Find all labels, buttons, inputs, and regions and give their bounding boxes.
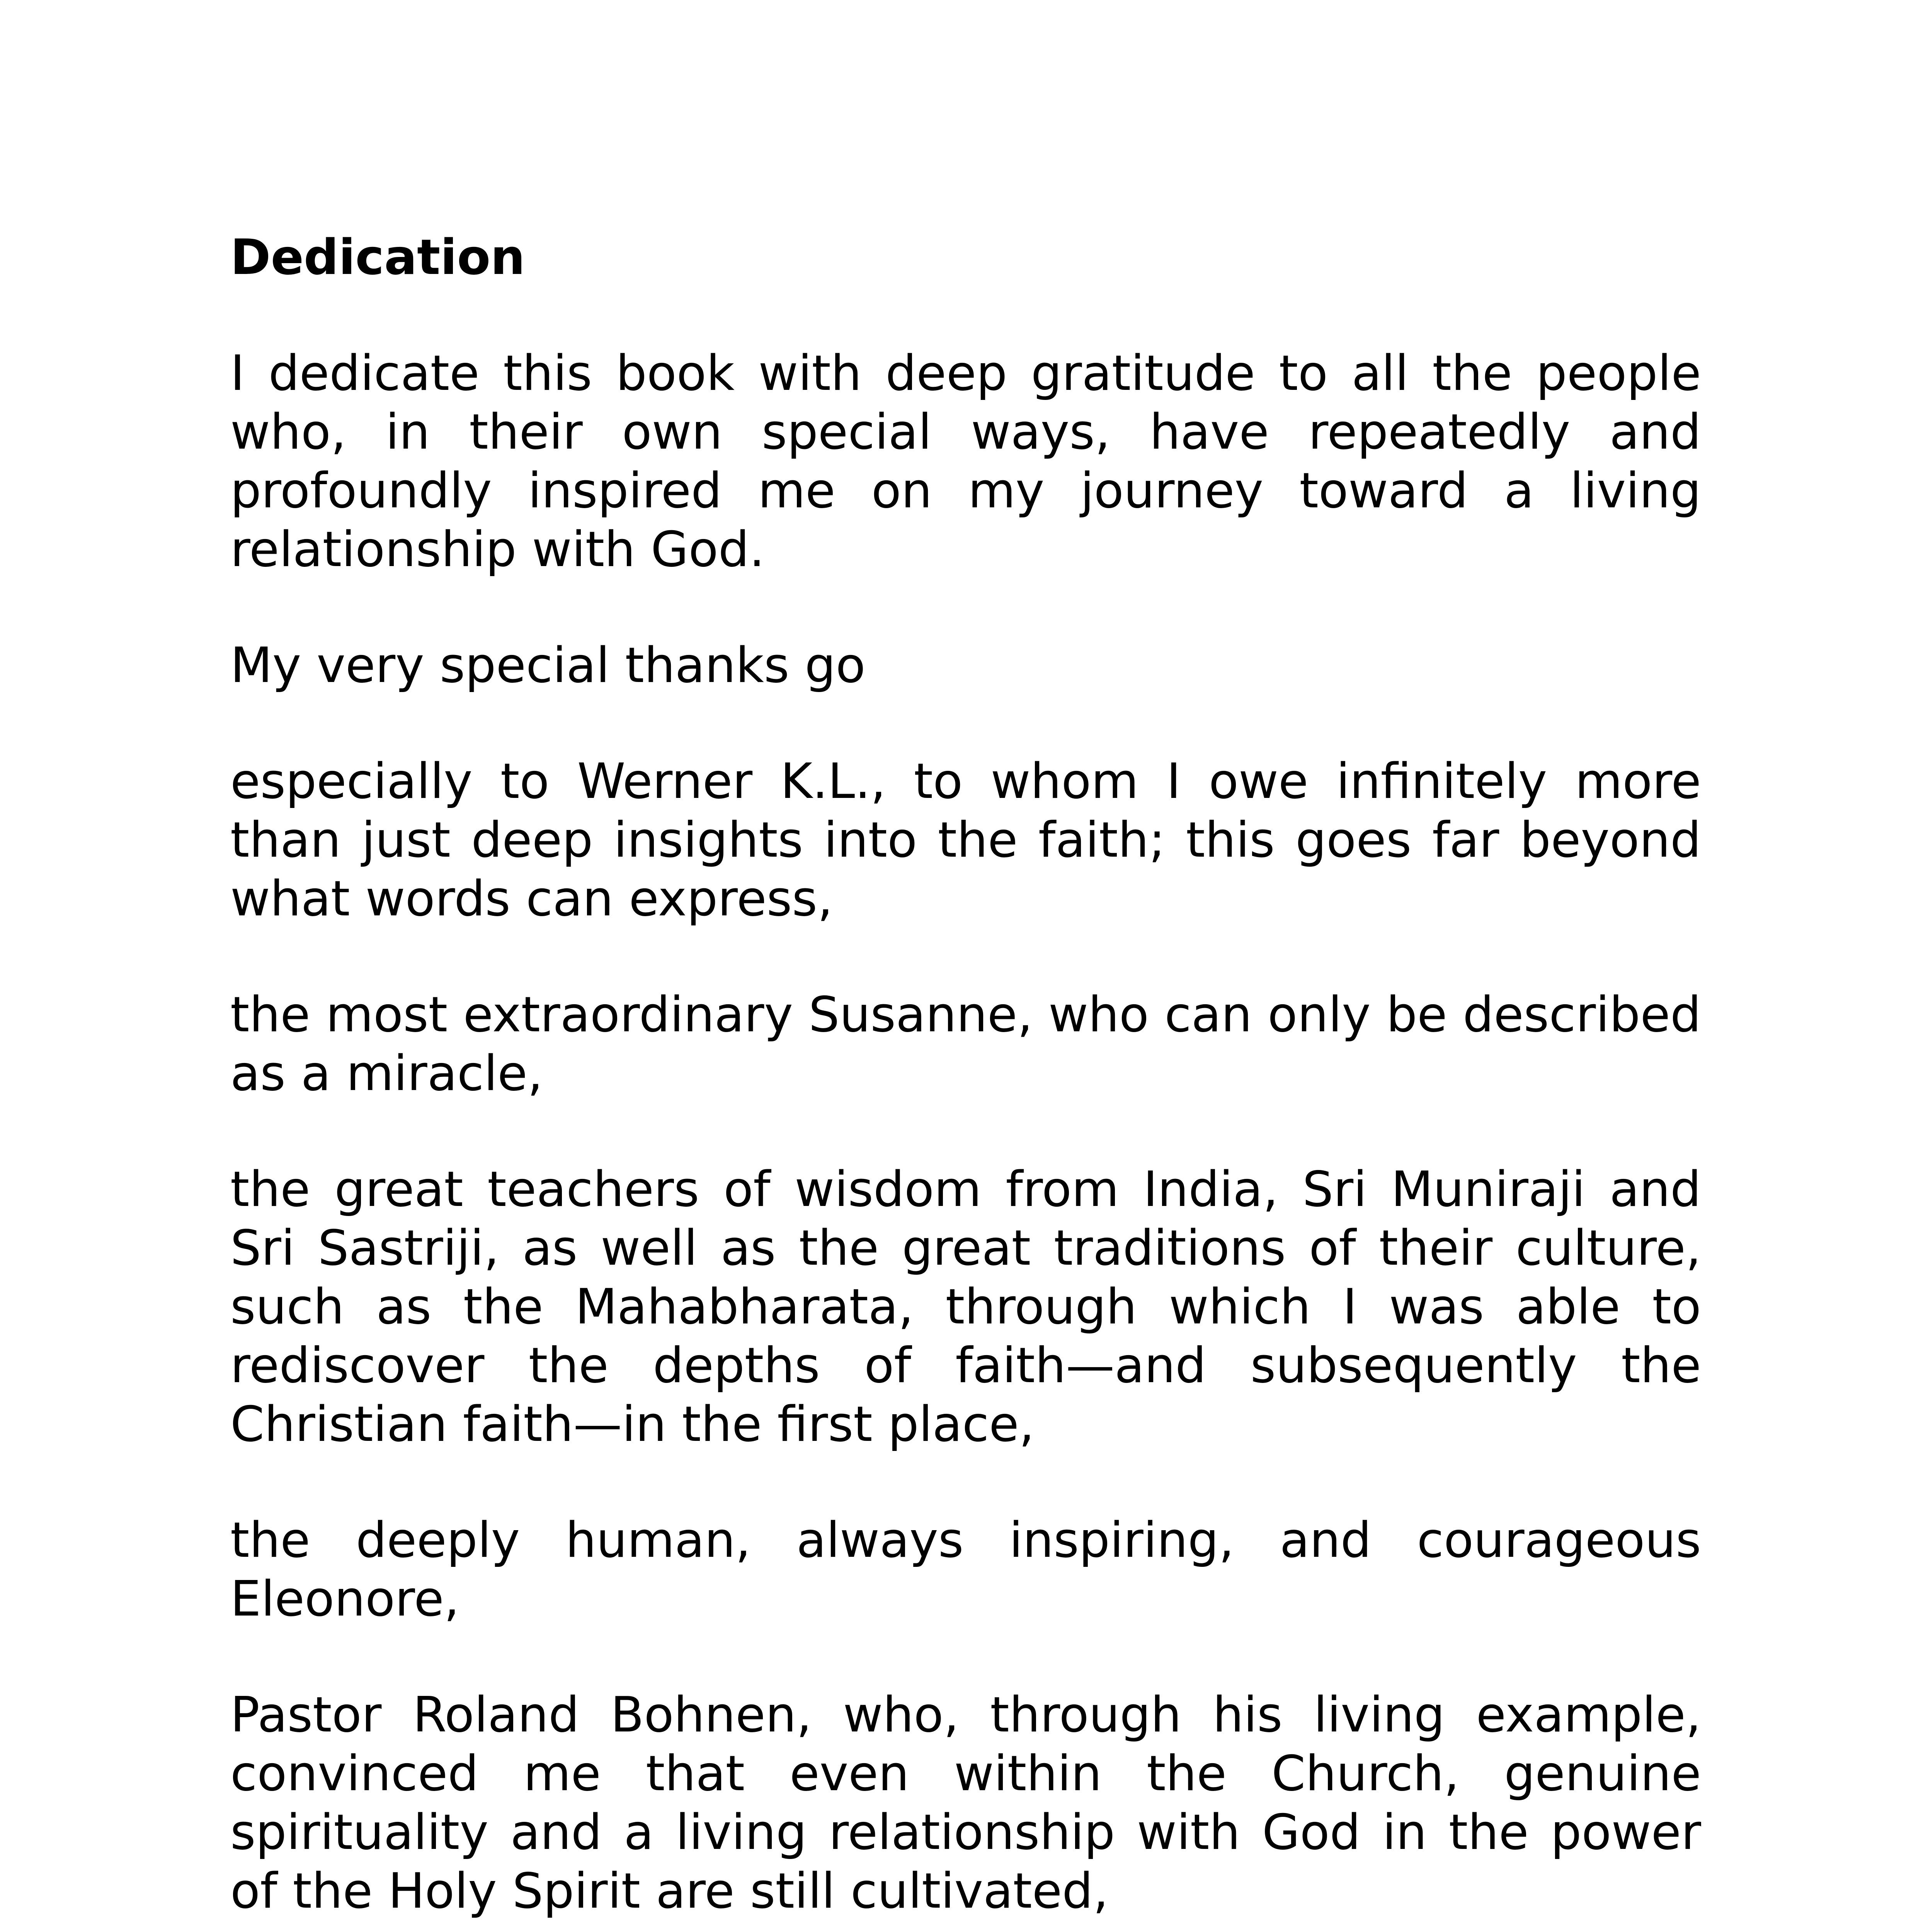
- dedication-page: [230, 228, 1701, 1932]
- paragraph-susanne: the most extraordinary Susanne, who can only be described as a miracle,: [230, 986, 1701, 1102]
- paragraph-pastor: Pastor Roland Bohnen, who, through his living example, convinced me that even within the Church, genuine spirituality and a living relationship with God in the power of the Holy Spirit are still cultivated,: [230, 1686, 1701, 1919]
- paragraph-intro: I dedicate this book with deep gratitude to all the people who, in their own special ways, have repeatedly and profoundly inspired me on my journey toward a living relationship with God.: [230, 345, 1701, 578]
- paragraph-eleonore: the deeply human, always inspiring, and courageous Eleonore,: [230, 1512, 1701, 1627]
- page-title: Dedication: [230, 229, 525, 286]
- paragraph-werner: especially to Werner K.L., to whom I owe infinitely more than just deep insights into the faith; this goes far beyond what words can express,: [230, 753, 1701, 927]
- paragraph-thanks: My very special thanks go: [230, 637, 866, 694]
- paragraph-teachers: the great teachers of wisdom from India, Sri Muniraji and Sri Sastriji, as well as the great traditions of their culture, such as the Mahabharata, through which I was able to rediscover the depths of faith—and subsequently the Christian faith—in the first place,: [230, 1161, 1701, 1452]
